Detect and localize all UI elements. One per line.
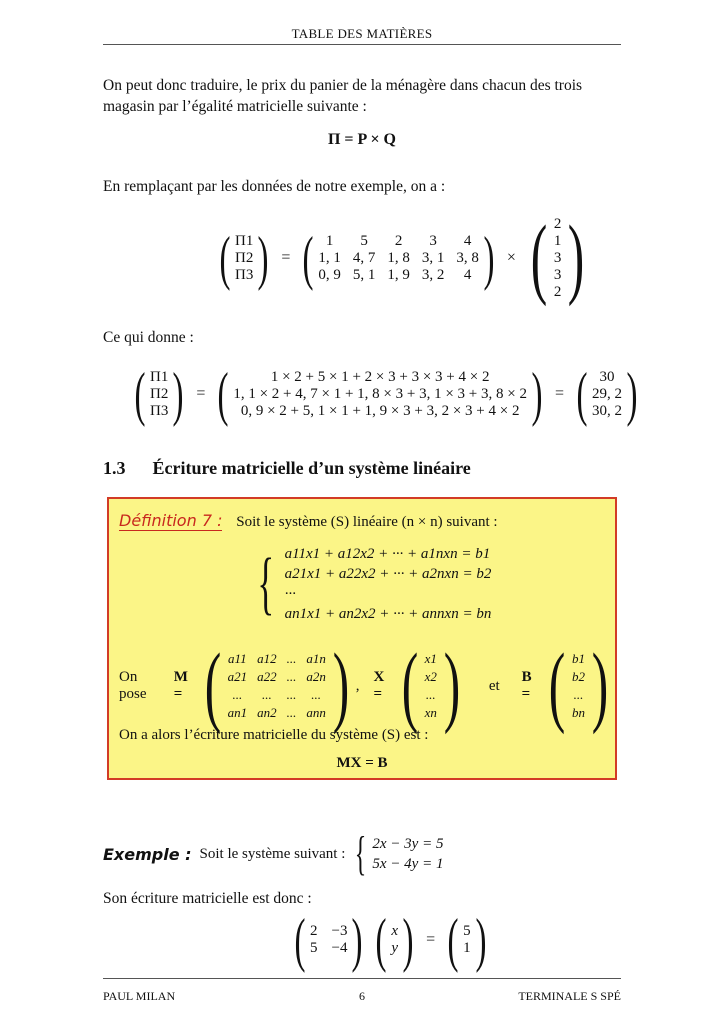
running-header: TABLE DES MATIÈRES (291, 26, 433, 41)
B-entry: b1 (572, 651, 586, 666)
A-cell: −3 (331, 923, 348, 939)
M-cell: a21 (227, 669, 248, 684)
M-cell: ... (286, 687, 297, 702)
example-matrix-text: Son écriture matricielle est donc : (103, 890, 312, 907)
system-general: { a11x1 + a12x2 + ··· + a1nxn = b1 a21x1 + a22x2 + ··· + a2nxn = b2 ··· an1x1 + an2x2 + ··· + annxn = bn (257, 545, 492, 622)
M-cell: ... (261, 687, 272, 702)
B-vector: ( b1 b2 ... bn ) (548, 636, 609, 735)
matrix-cell: 4 (463, 232, 472, 249)
example-line: Exemple : Soit le système suivant : { 2x − 3y = 5 5x − 4y = 1 (103, 827, 444, 880)
system-equation: ··· (284, 586, 296, 602)
V-entry: y (391, 940, 399, 956)
matrix-cell: 4 (463, 266, 472, 283)
matrix-cell: 5 (360, 232, 368, 249)
R-entry: 1 (463, 940, 471, 956)
matrix-cell: 0, 9 (318, 266, 341, 283)
B-label: B = (521, 669, 532, 702)
matrix-cell: 3, 2 (421, 266, 445, 283)
matrix-cell: 1, 9 (387, 266, 410, 283)
M-cell: ... (232, 687, 243, 702)
pi-vector-2: ( Π1 Π2 Π3 ) (134, 361, 184, 427)
B-entry: b2 (572, 669, 586, 684)
definition-equation: MX = B (336, 755, 388, 771)
example-R-vector: ( 5 1 ) (447, 907, 487, 973)
M-cell: an1 (227, 705, 248, 720)
M-cell: ... (286, 705, 297, 720)
definition-intro: Soit le système (S) linéaire (n × n) suivant : (236, 514, 498, 530)
matrix-cell: 5, 1 (352, 266, 376, 283)
M-cell: a12 (257, 651, 277, 666)
example-A-matrix: ( 2 −3 5 −4 ) (294, 907, 363, 973)
matrix-cell: 3 (429, 232, 437, 249)
quantity-vector: ( 2 1 3 3 2 ) (530, 208, 585, 307)
expansion-row: 1, 1 × 2 + 4, 7 × 1 + 1, 8 × 3 + 3, 1 × 3 + 3, 8 × 2 (233, 385, 527, 402)
M-cell: an2 (257, 705, 277, 720)
X-entry: xn (424, 705, 437, 720)
M-cell: ann (306, 705, 326, 720)
vector-entry: 3 (553, 249, 562, 266)
X-entry: ... (425, 687, 436, 702)
B-entry: bn (572, 705, 586, 720)
A-cell: 2 (309, 923, 318, 939)
vector-entry: 1 (553, 232, 562, 249)
pose-line: On pose M = ( a11 a12 ... a1n a21 a22 ... a2n ... ... ... ... an1 an2 ... ann ) , X = ( x1 x2 ... xn ) et B = ( b1 b2 ... bn ) (119, 646, 615, 726)
M-cell: a2n (306, 669, 326, 684)
definition-conclusion: On a alors l’écriture matricielle du système (S) est : (119, 727, 429, 743)
matrix-cell: 1 (325, 232, 334, 249)
result-entry: 30 (599, 368, 615, 385)
product-expansion: ( 1 × 2 + 5 × 1 + 2 × 3 + 3 × 3 + 4 × 2 1, 1 × 2 + 4, 7 × 1 + 1, 8 × 3 + 3, 1 × 3 + 3, 8 × 2 0, 9 × 2 + 5, 1 × 1 + 1, 9 × 3 + 3, 2 × 3 + 4 × 2 ) (217, 361, 543, 427)
example-equation: 5x − 4y = 1 (372, 856, 444, 872)
section-heading (103, 458, 471, 479)
X-vector: ( x1 x2 ... xn ) (401, 636, 461, 735)
matrix-cell: 2 (394, 232, 403, 249)
A-cell: −4 (331, 940, 348, 956)
M-cell: a22 (257, 669, 277, 684)
result-entry: 29, 2 (591, 385, 622, 402)
vector-entry: 2 (553, 215, 562, 232)
X-entry: x1 (424, 651, 437, 666)
footer-rule (103, 978, 621, 979)
matrix-cell: 1, 1 (318, 249, 341, 266)
system-equation: a21x1 + a22x2 + ··· + a2nxn = b2 (284, 566, 492, 582)
vector-entry: 3 (553, 266, 562, 283)
example-V-vector: ( x y ) (375, 907, 414, 973)
result-paragraph: Ce qui donne : (103, 329, 194, 346)
matrix-cell: 3, 1 (421, 249, 445, 266)
section-title: Écriture matricielle d’un système linéaire (152, 458, 471, 478)
R-entry: 5 (463, 923, 471, 939)
matrix-cell: 3, 8 (456, 249, 479, 266)
system-equation: a11x1 + a12x2 + ··· + a1nxn = b1 (284, 546, 491, 562)
pi-entry: Π1 (234, 232, 254, 249)
M-label: M = (173, 669, 188, 702)
price-matrix: ( 1 5 2 3 4 1, 1 4, 7 1, 8 3, 1 3, 8 0, 9 5, 1 1, 9 3, 2 4 ) (302, 225, 495, 291)
pi-entry: Π3 (234, 266, 254, 283)
V-entry: x (391, 923, 399, 939)
M-cell: a11 (228, 651, 247, 666)
M-matrix: ( a11 a12 ... a1n a21 a22 ... a2n ... ... ... ... an1 an2 ... ann ) (204, 636, 350, 735)
intro-paragraph: On peut donc traduire, le prix du panier de la ménagère dans chacun des trois magasin par l’égalité matricielle suivante : (103, 77, 583, 115)
system-equation: an1x1 + an2x2 + ··· + annxn = bn (284, 606, 492, 622)
matrix-cell: 1, 8 (387, 249, 410, 266)
example-equation: 2x − 3y = 5 (372, 836, 444, 852)
example-matrix-equation: ( 2 −3 5 −4 ) ( x y ) = ( 5 1 ) (290, 918, 491, 962)
page-number: 6 (359, 989, 365, 1003)
footer-class: TERMINALE S SPÉ (518, 989, 621, 1003)
main-equation: Π = P × Q (327, 131, 396, 148)
vector-entry: 2 (553, 283, 562, 300)
A-cell: 5 (309, 940, 318, 956)
M-cell: ... (286, 651, 297, 666)
M-cell: ... (311, 687, 321, 702)
pi-vector: ( Π1 Π2 Π3 ) (219, 225, 269, 291)
X-entry: x2 (424, 669, 437, 684)
definition-box (107, 497, 617, 780)
pose-text: On pose (119, 669, 147, 702)
expansion-row: 1 × 2 + 5 × 1 + 2 × 3 + 3 × 3 + 4 × 2 (270, 368, 490, 385)
B-entry: ... (573, 687, 584, 702)
expansion-row: 0, 9 × 2 + 5, 1 × 1 + 1, 9 × 3 + 3, 2 × 3 + 4 × 2 (240, 402, 520, 419)
et-text: et (488, 677, 500, 694)
header-rule (103, 44, 621, 45)
pi-entry: Π2 (149, 385, 169, 402)
example-label: Exemple : (103, 844, 192, 864)
footer-author: PAUL MILAN (103, 989, 176, 1003)
equation-1: ( Π1 Π2 Π3 ) = ( 1 5 2 3 4 1, 1 4, 7 1, 8 3, 1 3, 8 0, 9 5, 1 1, 9 3, 2 4 ) × ( 2 1 3 3 2 ) (215, 212, 591, 304)
result-vector: ( 30 29, 2 30, 2 ) (576, 361, 638, 427)
replace-paragraph: En remplaçant par les données de notre exemple, on a : (103, 178, 446, 195)
matrix-cell: 4, 7 (352, 249, 376, 266)
X-label: X = (373, 669, 385, 702)
definition-label: Définition 7 : (119, 511, 223, 530)
pi-entry: Π2 (234, 249, 254, 266)
M-cell: a1n (306, 651, 326, 666)
equation-2: ( Π1 Π2 Π3 ) = ( 1 × 2 + 5 × 1 + 2 × 3 + 3 × 3 + 4 × 2 1, 1 × 2 + 4, 7 × 1 + 1, 8 × 3 + 3, 1 × 3 + 3, 8 × 2 0, 9 × 2 + 5, 1 × 1 + 1, 9 × 3 + 3, 2 × 3 + 4 × 2 ) = ( 30 29, 2 30, 2 ) (130, 364, 642, 424)
result-entry: 30, 2 (591, 402, 622, 419)
M-cell: ... (286, 669, 297, 684)
example-text: Soit le système suivant : (199, 845, 346, 862)
pi-entry: Π1 (149, 368, 169, 385)
pi-entry: Π3 (149, 402, 169, 419)
section-number: 1.3 (103, 458, 126, 478)
